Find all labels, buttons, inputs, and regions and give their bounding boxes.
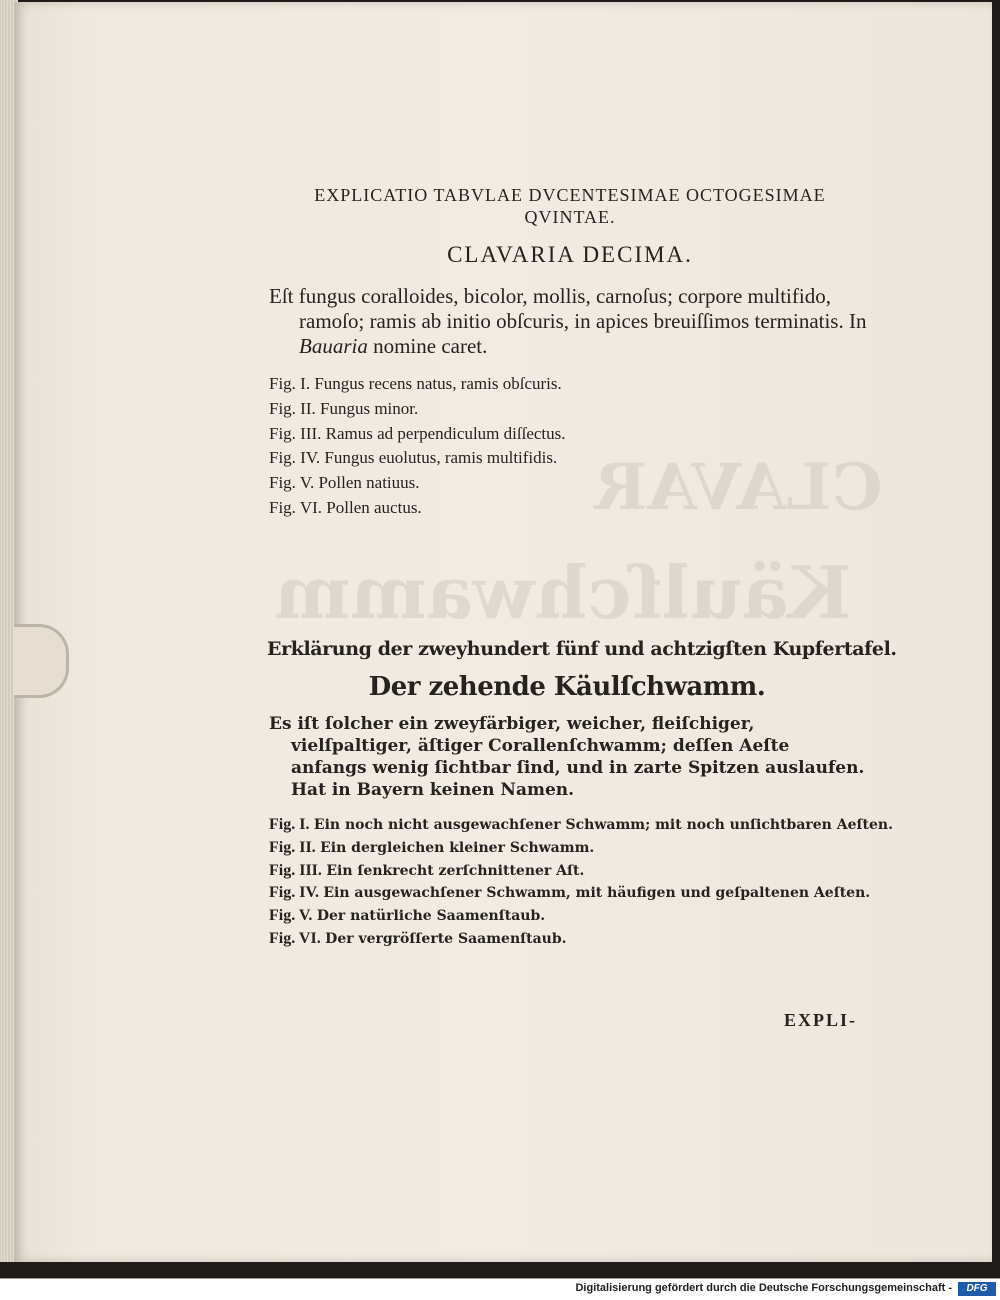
latin-figure-list	[269, 372, 566, 521]
latin-figure-item: Fig. III. Ramus ad perpendiculum diſſectus.	[269, 423, 566, 443]
german-figure-text: Ein noch nicht ausgewachſener Schwamm; mit noch unſichtbaren Aeſten.	[313, 817, 893, 833]
german-figure-label: Fig. I.	[269, 816, 310, 833]
footer-credit: Digitalisierung gefördert durch die Deutsche Forschungsgemeinschaft -	[575, 1282, 952, 1294]
german-figure-item	[269, 928, 893, 951]
german-figure-label: Fig. IV.	[269, 884, 319, 902]
latin-title: CLAVARIA DECIMA.	[447, 242, 693, 267]
german-header: Erklärung der zweyhundert fünf und achtzigſten Kupfertafel.	[267, 638, 897, 660]
german-figure-label: Fig. V.	[269, 907, 313, 925]
footer-bar	[0, 1278, 1000, 1300]
latin-header-line-2: QVINTAE.	[524, 207, 616, 227]
german-figure-item	[269, 860, 893, 883]
german-figure-item	[269, 814, 893, 837]
german-figure-label: Fig. VI.	[269, 929, 321, 947]
german-figure-text: Ein dergleichen kleiner Schwamm.	[320, 839, 595, 856]
latin-figure-item: Fig. V. Pollen natiuus.	[269, 473, 420, 493]
book-page	[14, 2, 992, 1262]
bleed-through-text: CLAVAR	[594, 450, 883, 525]
latin-figure-item: Fig. VI. Pollen auctus.	[269, 497, 422, 517]
bleed-through-text: Käulſchwamm	[274, 550, 852, 635]
german-figure-item	[269, 837, 893, 860]
catchword: EXPLI-	[784, 1010, 858, 1030]
german-figure-list	[269, 814, 893, 951]
german-title: Der zehende Käulſchwamm.	[368, 672, 766, 702]
dfg-logo-icon: DFG	[958, 1282, 996, 1296]
latin-description-end: nomine caret.	[367, 334, 488, 358]
latin-description-place: Bauaria	[299, 334, 368, 358]
latin-header-line-1: EXPLICATIO TABVLAE DVCENTESIMAE OCTOGESIMAE	[314, 185, 826, 205]
german-description-text: Es iſt ſolcher ein zweyfärbiger, weicher, fleiſchiger, vielſpaltiger, äſtiger Corallenſchwamm; deſſen Aeſte anfangs wenig ſichtbar ſind, und in zarte Spitzen auslaufen. Hat in Bayern keinen Namen.	[269, 714, 865, 800]
german-figure-text: Ein ausgewachſener Schwamm, mit häufigen und geſpaltenen Aeſten.	[323, 885, 871, 902]
german-figure-label: Fig. II.	[269, 838, 316, 856]
german-figure-item	[269, 905, 893, 928]
latin-figure-item: Fig. II. Fungus minor.	[269, 398, 419, 418]
latin-header	[280, 184, 860, 228]
german-figure-label: Fig. III.	[269, 861, 322, 879]
latin-description-start: Eſt fungus coralloides, bicolor, mollis, carnoſus; corpore multifido, ramoſo; ramis ab initio obſcuris, in apices breuiſſimos terminatis. In	[269, 284, 867, 333]
german-figure-text: Der vergröſſerte Saamenſtaub.	[325, 930, 567, 947]
german-description	[269, 713, 869, 801]
german-figure-item	[269, 882, 893, 905]
bookmark-ribbon	[14, 624, 69, 698]
latin-description	[269, 284, 889, 359]
latin-figure-item: Fig. I. Fungus recens natus, ramis obſcuris.	[269, 374, 562, 393]
latin-figure-item: Fig. IV. Fungus euolutus, ramis multifidis.	[269, 448, 558, 468]
german-figure-text: Der natürliche Saamenſtaub.	[316, 908, 546, 925]
german-figure-text: Ein ſenkrecht zerſchnittener Aſt.	[326, 862, 585, 879]
